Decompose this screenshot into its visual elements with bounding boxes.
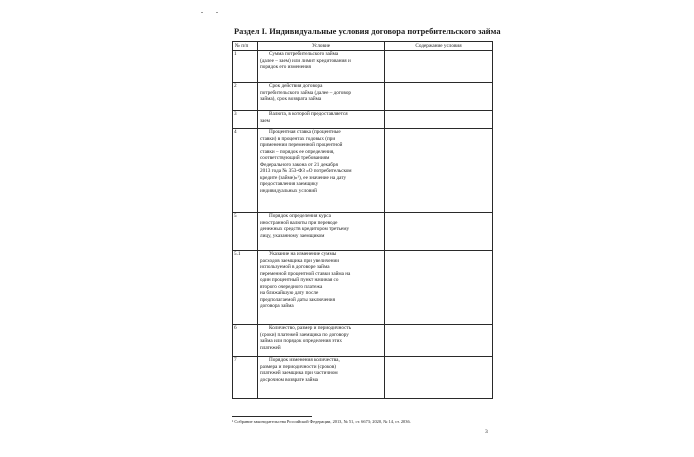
condition-line: заем bbox=[260, 117, 270, 124]
row-content-cell[interactable] bbox=[385, 129, 493, 213]
condition-line: расходов заемщика при увеличении bbox=[260, 257, 340, 264]
condition-line: 2013 года № 353-ФЗ «О потребительском bbox=[260, 168, 352, 175]
condition-line: займа), срок возврата займа bbox=[260, 96, 322, 103]
header-number: № п/п bbox=[233, 42, 258, 51]
condition-line: Количество, размер и периодичность bbox=[269, 325, 352, 331]
row-number: 2 bbox=[233, 83, 258, 111]
table-row bbox=[233, 51, 493, 83]
scan-speck bbox=[201, 12, 203, 13]
condition-line: предоставления заемщику bbox=[260, 181, 319, 188]
condition-line: ставки – порядок ее определения, bbox=[260, 148, 335, 155]
row-number: 3 bbox=[233, 111, 258, 129]
table-row bbox=[233, 251, 493, 325]
row-number: 5 bbox=[233, 213, 258, 251]
table-row bbox=[233, 357, 493, 399]
row-condition bbox=[258, 325, 385, 357]
table-row bbox=[233, 83, 493, 111]
header-condition: Условие bbox=[258, 42, 385, 51]
row-number: 4 bbox=[233, 129, 258, 213]
conditions-table bbox=[232, 41, 493, 399]
table-body bbox=[233, 51, 493, 399]
row-content-cell[interactable] bbox=[385, 325, 493, 357]
row-condition bbox=[258, 51, 385, 83]
scan-speck bbox=[216, 12, 218, 13]
row-content-cell[interactable] bbox=[385, 213, 493, 251]
row-condition bbox=[258, 83, 385, 111]
condition-line: потребительского займа (далее – договор bbox=[260, 89, 352, 96]
condition-line: Валюта, в которой предоставляется bbox=[269, 111, 348, 117]
row-content-cell[interactable] bbox=[385, 251, 493, 325]
condition-line: Процентная ставка (процентные bbox=[269, 129, 341, 135]
condition-line: досрочном возврате займа bbox=[260, 376, 318, 383]
condition-line: используемой в договоре займа bbox=[260, 264, 330, 271]
condition-line: платежей bbox=[260, 344, 281, 351]
condition-line: второго очередного платежа bbox=[260, 283, 323, 290]
condition-line: Порядок изменения количества, bbox=[269, 357, 340, 363]
table-row bbox=[233, 129, 493, 213]
row-condition bbox=[258, 357, 385, 399]
row-number: 7 bbox=[233, 357, 258, 399]
condition-line: на ближайшую дату после bbox=[260, 290, 319, 297]
condition-line: Порядок определения курса bbox=[269, 213, 331, 219]
condition-line: кредите (займе)»¹), ее значение на дату bbox=[260, 174, 347, 181]
condition-line: Указание на изменение суммы bbox=[269, 251, 337, 257]
condition-line: иностранной валюты при переводе bbox=[260, 219, 338, 226]
condition-line: лицу, указанному заемщиком bbox=[260, 232, 325, 239]
page-number: 3 bbox=[485, 429, 488, 435]
table-row bbox=[233, 213, 493, 251]
condition-line: Срок действия договора bbox=[269, 83, 323, 89]
row-condition bbox=[258, 213, 385, 251]
header-content: Содержание условия bbox=[385, 42, 493, 51]
row-condition bbox=[258, 129, 385, 213]
condition-line: займа или порядок определения этих bbox=[260, 338, 342, 345]
condition-line: (сроки) платежей заемщика по договору bbox=[260, 331, 349, 338]
condition-line: предполагаемой даты заключения bbox=[260, 296, 335, 303]
row-content-cell[interactable] bbox=[385, 83, 493, 111]
condition-line: соответствующий требованиям bbox=[260, 155, 330, 162]
condition-line: порядок его изменения bbox=[260, 64, 311, 71]
section-title: Раздел I. Индивидуальные условия договора потребительского займа bbox=[234, 27, 501, 36]
condition-line: договора займа bbox=[260, 303, 294, 310]
footnote-divider bbox=[232, 416, 312, 417]
condition-line: один процентный пункт начиная со bbox=[260, 277, 339, 284]
condition-line: платежей заемщика при частичном bbox=[260, 370, 338, 377]
condition-line: ставки) в процентах годовых (при bbox=[260, 135, 336, 142]
table-row bbox=[233, 111, 493, 129]
row-number: 6 bbox=[233, 325, 258, 357]
row-number: 1 bbox=[233, 51, 258, 83]
condition-line: (далее – заем) или лимит кредитования и bbox=[260, 57, 351, 64]
table-row bbox=[233, 325, 493, 357]
condition-line: размера и периодичности (сроков) bbox=[260, 363, 337, 370]
row-content-cell[interactable] bbox=[385, 51, 493, 83]
row-content-cell[interactable] bbox=[385, 111, 493, 129]
table-header-row bbox=[233, 42, 493, 51]
row-number: 5.1 bbox=[233, 251, 258, 325]
condition-line: переменной процентной ставки займа на bbox=[260, 270, 351, 277]
footnote: ¹ Собрание законодательства Российской Федерации, 2013, № 51, ст. 6673; 2020, № 14, ст. 2036. bbox=[232, 419, 411, 424]
condition-line: Федерального закона от 21 декабря bbox=[260, 161, 338, 168]
condition-line: денежных средств кредитором третьему bbox=[260, 226, 350, 233]
row-condition bbox=[258, 111, 385, 129]
row-content-cell[interactable] bbox=[385, 357, 493, 399]
condition-line: Сумма потребительского займа bbox=[269, 51, 339, 57]
condition-line: применении переменной процентной bbox=[260, 142, 343, 149]
row-condition bbox=[258, 251, 385, 325]
condition-line: индивидуальных условий bbox=[260, 187, 317, 194]
